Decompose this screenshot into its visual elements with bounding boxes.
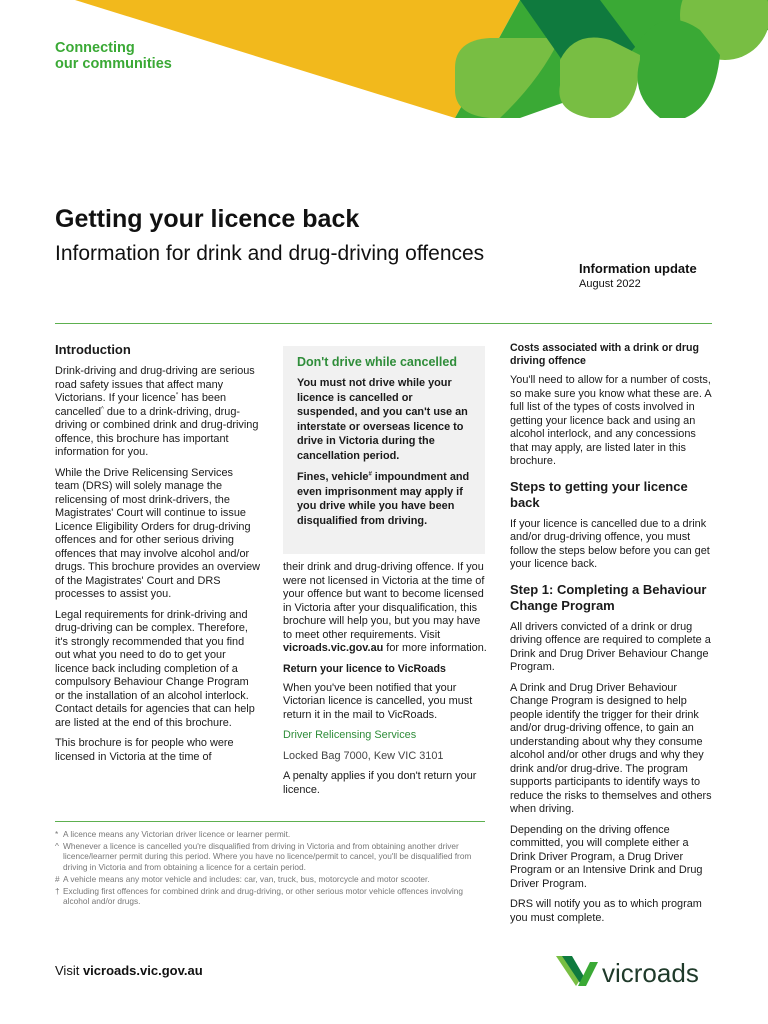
footnote-item [55,829,485,839]
footnote-mark-asterisk: * [175,392,179,399]
logo-text: vicroads [602,958,699,988]
tagline [55,40,172,72]
footnote-item [55,886,485,906]
step1-paragraph-1: All drivers convicted of a drink or drug driving offence are required to complete a Drink and Drug Driver Behaviour Change Program. [510,620,711,673]
costs-heading: Costs associated with a drink or drug driving offence [510,342,699,367]
drs-name: Driver Relicensing Services [283,729,417,741]
header-banner-graphic [0,0,768,160]
penalty-paragraph: A penalty applies if you don't return your licence. [283,770,477,796]
intro-p1-text-a: Drink-driving and drug-driving are serious road safety issues that affect many Victorians. If your licence [55,365,255,404]
info-update-label: Information update [579,261,697,276]
footnote-text: Excluding first offences for combined drink and drug-driving, or other serious motor vehicle offences involving alcohol and/or drugs. [63,886,463,907]
intro-paragraph-1 [55,365,260,460]
tagline-line-2: our communities [55,56,172,72]
costs-paragraph: You'll need to allow for a number of costs, so make sure you know what these are. A full list of the types of costs involved in getting your licence back and using an alcohol interlock, and any concessions that may apply, are listed later in this brochure. [510,374,711,467]
drs-address: Locked Bag 7000, Kew VIC 3101 [283,749,444,762]
callout-body [297,376,475,535]
step1-paragraph-4: DRS will notify you as to which program you must complete. [510,898,702,924]
callout-p2-text-b: impoundment and even imprisonment may apply if you drive while you have been disqualified from driving. [297,471,470,527]
intro-paragraph-4: This brochure is for people who were licensed in Victoria at the time of [55,737,234,763]
vicroads-logo [556,952,716,992]
return-licence-heading: Return your licence to VicRoads [283,662,446,675]
info-update-date: August 2022 [579,278,641,290]
col2-p1-text-b: for more information. [383,642,487,654]
col2-p1-text-a: their drink and drug-driving offence. If you were not licensed in Victoria at the time of your offence but want to become licensed in Victoria after your disqualification, this brochure will help you, but you may have to meet other requirements. Visit [283,561,485,641]
footer-url-link[interactable]: vicroads.vic.gov.au [82,963,203,978]
column-introduction [55,342,260,771]
footnote-mark-hash: # [368,471,372,478]
page-subtitle: Information for drink and drug-driving offences [55,242,485,265]
footnote-mark: # [55,873,60,884]
footer-visit-label: Visit [55,963,83,978]
footnote-item [55,874,485,884]
intro-p1-text-b: has been cancelled [55,392,227,418]
footnote-divider [55,821,485,822]
col2-paragraph-1 [283,561,488,656]
footnote-text: Whenever a licence is cancelled you're disqualified from driving in Victoria and from obtaining another driver licence/learner permit during this period. Where you have no licence/permit to cancel, you'll be disqualified from driving in Victoria and from obtaining a licence for a certain period. [63,841,472,872]
footnote-item [55,841,485,872]
footnote-mark: * [55,829,59,839]
footnote-text: A vehicle means any motor vehicle and includes: car, van, truck, bus, motorcycle and motor scooter. [63,873,430,884]
introduction-heading: Introduction [55,342,131,357]
step1-heading: Step 1: Completing a Behaviour Change Program [510,581,707,613]
footer-visit [55,963,203,978]
footnotes [55,829,485,908]
callout-paragraph-1: You must not drive while your licence is cancelled or suspended, and you can't use an interstate or overseas licence to drive in Victoria during the cancellation period. [297,377,468,462]
intro-paragraph-2: While the Drive Relicensing Services team (DRS) will solely manage the relicensing of most drink-drivers, the Magistrates' Court will continue to issue Licence Eligibility Orders for drug-driving offences and for other serious driving offences that may involve alcohol and/or drugs. This brochure provides an overview of the Magistrates' Court and DRS processes to assist you. [55,466,261,600]
vicroads-link[interactable]: vicroads.vic.gov.au [283,642,384,654]
callout-p2-text-a: Fines, vehicle [297,471,369,483]
column-costs-steps [510,342,715,932]
steps-paragraph: If your licence is cancelled due to a drink and/or drug-driving offence, you must follow the steps below before you can get your licence back. [510,517,710,570]
step1-paragraph-2: A Drink and Drug Driver Behaviour Change Program is designed to help people identify the trigger for their drink and/or drug-driving offence, to gain an understanding about why they consume alcohol and/or other drugs and why they drink and/or drug-drive. The program supports participants to identify ways to reduce the risks to themselves and others when driving. [510,681,712,815]
tagline-line-1: Connecting [55,40,135,56]
intro-p1-text-c: due to a drink-driving, drug-driving or combined drink and drug-driving offence, this brochure has important information for you. [55,405,259,458]
intro-paragraph-3: Legal requirements for drink-driving and drug-driving can be complex. Therefore, it's strongly recommended that you find out what you need to do to get your licence back including completion of a compulsory Behaviour Change Program or the installation of an alcohol interlock. Contact details for agencies that can help are listed at the end of this brochure. [55,608,255,729]
footnote-mark-caret: ^ [101,405,104,412]
steps-heading: Steps to getting your licence back [510,478,688,510]
top-divider [55,323,712,324]
step1-paragraph-3: Depending on the driving offence committed, you will complete either a Drink Driver Program, a Drug Driver Program or an Intensive Drink and Drug Driver Program. [510,823,703,890]
callout-heading: Don't drive while cancelled [297,355,457,369]
footnote-mark: † [55,886,60,897]
return-licence-paragraph: When you've been notified that your Victorian licence is cancelled, you must return it in the mail to VicRoads. [283,681,473,721]
footnote-text: A licence means any Victorian driver licence or learner permit. [63,829,291,839]
column-return-licence [283,561,488,804]
page-title: Getting your licence back [55,205,360,233]
footnote-mark: ^ [55,841,59,852]
callout-paragraph-2 [297,470,475,528]
